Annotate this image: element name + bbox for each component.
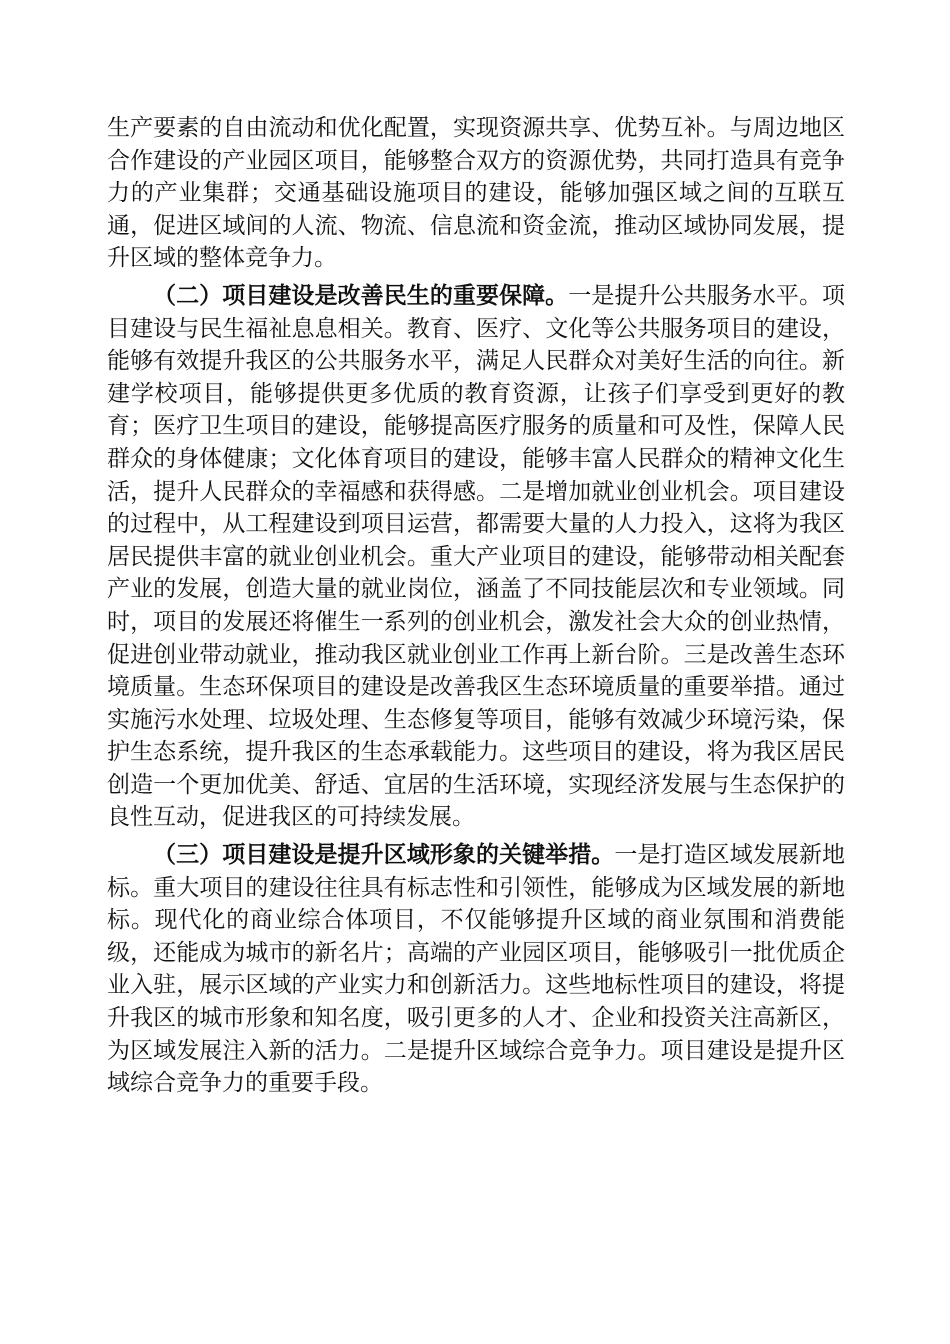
paragraph-body: 生产要素的自由流动和优化配置，实现资源共享、优势互补。与周边地区合作建设的产业园区项目，能够整合双方的资源优势，共同打造具有竞争力的产业集群；交通基础设施项目的建设，能够加强区域之间的互联互通，促进区域间的人流、物流、信息流和资金流，推动区域协同发展，提升区域的整体竞争力。 — [107, 115, 845, 272]
paragraph-section-3 — [107, 839, 845, 1100]
paragraph-body: 一是提升公共服务水平。项目建设与民生福祉息息相关。教育、医疗、文化等公共服务项目的建设，能够有效提升我区的公共服务水平，满足人民群众对美好生活的向往。新建学校项目，能够提供更多优质的教育资源，让孩子们享受到更好的教育；医疗卫生项目的建设，能够提高医疗服务的质量和可及性，保障人民群众的身体健康；文化体育项目的建设，能够丰富人民群众的精神文化生活，提升人民群众的幸福感和获得感。二是增加就业创业机会。项目建设的过程中，从工程建设到项目运营，都需要大量的人力投入，这将为我区居民提供丰富的就业创业机会。重大产业项目的建设，能够带动相关配套产业的发展，创造大量的就业岗位，涵盖了不同技能层次和专业领域。同时，项目的发展还将催生一系列的创业机会，激发社会大众的创业热情，促进创业带动就业，推动我区就业创业工作再上新台阶。三是改善生态环境质量。生态环保项目的建设是改善我区生态环境质量的重要举措。通过实施污水处理、垃圾处理、生态修复等项目，能够有效减少环境污染，保护生态系统，提升我区的生态承载能力。这些项目的建设，将为我区居民创造一个更加优美、舒适、宜居的生活环境，实现经济发展与生态保护的良性互动，促进我区的可持续发展。 — [107, 282, 846, 831]
paragraph-section-2 — [107, 280, 845, 834]
section-heading: （三）项目建设是提升区域形象的关键举措。 — [153, 841, 615, 869]
section-heading: （二）项目建设是改善民生的重要保障。 — [153, 281, 569, 309]
document-page — [107, 112, 845, 1100]
paragraph-body: 一是打造区域发展新地标。重大项目的建设往往具有标志性和引领性，能够成为区域发展的新地标。现代化的商业综合体项目，不仅能够提升区域的商业氛围和消费能级，还能成为城市的新名片；高端的产业园区项目，能够吸引一批优质企业入驻，展示区域的产业实力和创新活力。这些地标性项目的建设，将提升我区的城市形象和知名度，吸引更多的人才、企业和投资关注高新区，为区域发展注入新的活力。二是提升区域综合竞争力。项目建设是提升区域综合竞争力的重要手段。 — [107, 842, 846, 1097]
paragraph-continuation — [107, 112, 845, 275]
